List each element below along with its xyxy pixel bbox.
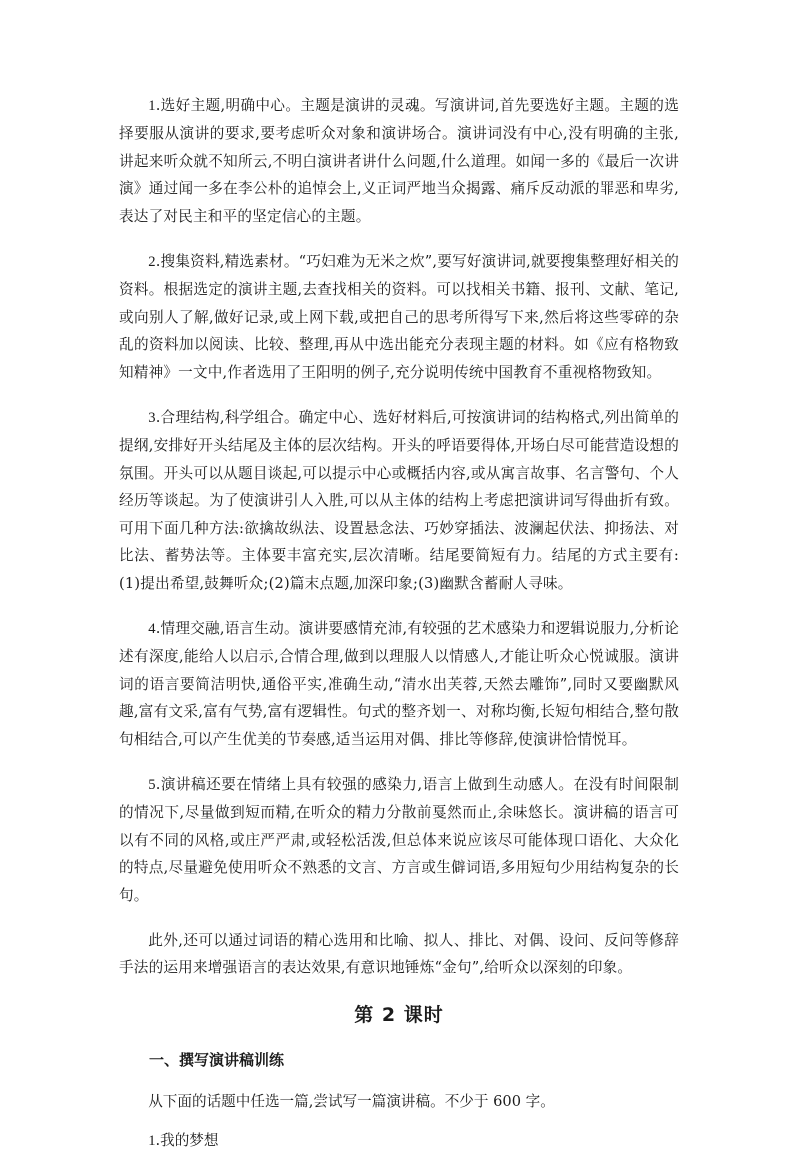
topic-item [119,1127,679,1155]
paragraph-number: 2 [148,254,156,271]
paragraph-number: 5 [148,776,156,793]
paragraph-4 [119,615,679,753]
paragraph-text: .演讲稿还要在情绪上具有较强的感染力,语言上做到生动感人。在没有时间限制的情况下,尽量做到短而精,在听众的精力分散前戛然而止,余味悠长。演讲稿的语言可以有不同的风格,或庄严严肃,或轻松活泼,但总体来说应该尽可能体现口语化、大众化的特点,尽量避免使用听众不熟悉的文言、方言或生僻词语,多用短句少用结构复杂的长句。 [119,775,679,904]
task-instruction: 从下面的话题中任选一篇,尝试写一篇演讲稿。不少于 600 字。 [148,1092,555,1110]
paragraph-number: 4 [148,620,156,637]
paragraph-text: .合理结构,科学组合。确定中心、选好材料后,可按演讲词的结构格式,列出简单的提纲,安排好开头结尾及主体的层次结构。开头的呼语要得体,开场白尽可能营造设想的氛围。开头可以从题目谈起,可以提示中心或概括内容,或从寓言故事、名言警句、个人经历等谈起。为了使演讲引人入胜,可以从主体的结构上考虑把演讲词写得曲折有致。可用下面几种方法:欲擒故纵法、设置悬念法、巧妙穿插法、波澜起伏法、抑扬法、对比法、蓄势法等。主体要丰富充实,层次清晰。结尾要简短有力。结尾的方式主要有:(1)提出希望,鼓舞听众;(2)篇末点题,加深印象;(3)幽默含蓄耐人寻味。 [119,409,679,592]
paragraph-text: .搜集资料,精选素材。“巧妇难为无米之炊”,要写好演讲词,就要搜集整理好相关的资料。根据选定的演讲主题,去查找相关的资料。可以找相关书籍、报刊、文献、笔记,或向别人了解,做好记录,或上网下载,或把自己的思考所得写下来,然后将这些零碎的杂乱的资料加以阅读、比较、整理,再从中选出能充分表现主题的材料。如《应有格物致知精神》一文中,作者选用了王阳明的例子,充分说明传统中国教育不重视格物致知。 [119,253,679,381]
paragraph-6 [119,927,679,982]
paragraph-text: 此外,还可以通过词语的精心选用和比喻、拟人、排比、对偶、设问、反问等修辞手法的运用来增强语言的表达效果,有意识地锤炼“金句”,给听众以深刻的印象。 [119,931,679,977]
topic-number: 1 [148,1132,156,1149]
paragraph-2 [119,248,679,386]
paragraph-1 [119,92,679,230]
document-content [119,92,679,1155]
paragraph-3 [119,404,679,597]
paragraph-text: .选好主题,明确中心。主题是演讲的灵魂。写演讲词,首先要选好主题。主题的选择要服从演讲的要求,要考虑听众对象和演讲场合。演讲词没有中心,没有明确的主张,讲起来听众就不知所云,不明白演讲者讲什么问题,什么道理。如闻一多的《最后一次讲演》通过闻一多在李公朴的追悼会上,义正词严地当众揭露、痛斥反动派的罪恶和卑劣,表达了对民主和平的坚定信心的主题。 [119,97,679,225]
lesson-title: 第 2 课时 [354,1003,444,1026]
section-title: 一、撰写演讲稿训练 [149,1050,285,1069]
paragraph-5 [119,771,679,909]
topic-text: .我的梦想 [155,1131,219,1149]
paragraph-number: 3 [148,410,156,427]
paragraph-text: .情理交融,语言生动。演讲要感情充沛,有较强的艺术感染力和逻辑说服力,分析论述有深度,能给人以启示,合情合理,做到以理服人以情感人,才能让听众心悦诚服。演讲词的语言要简洁明快,通俗平实,准确生动,“清水出芙蓉,天然去雕饰”,同时又要幽默风趣,富有文采,富有气势,富有逻辑性。句式的整齐划一、对称均衡,长短句相结合,整句散句相结合,可以产生优美的节奏感,适当运用对偶、排比等修辞,使演讲恰情悦耳。 [119,619,679,748]
paragraph-number: 1 [148,98,156,114]
